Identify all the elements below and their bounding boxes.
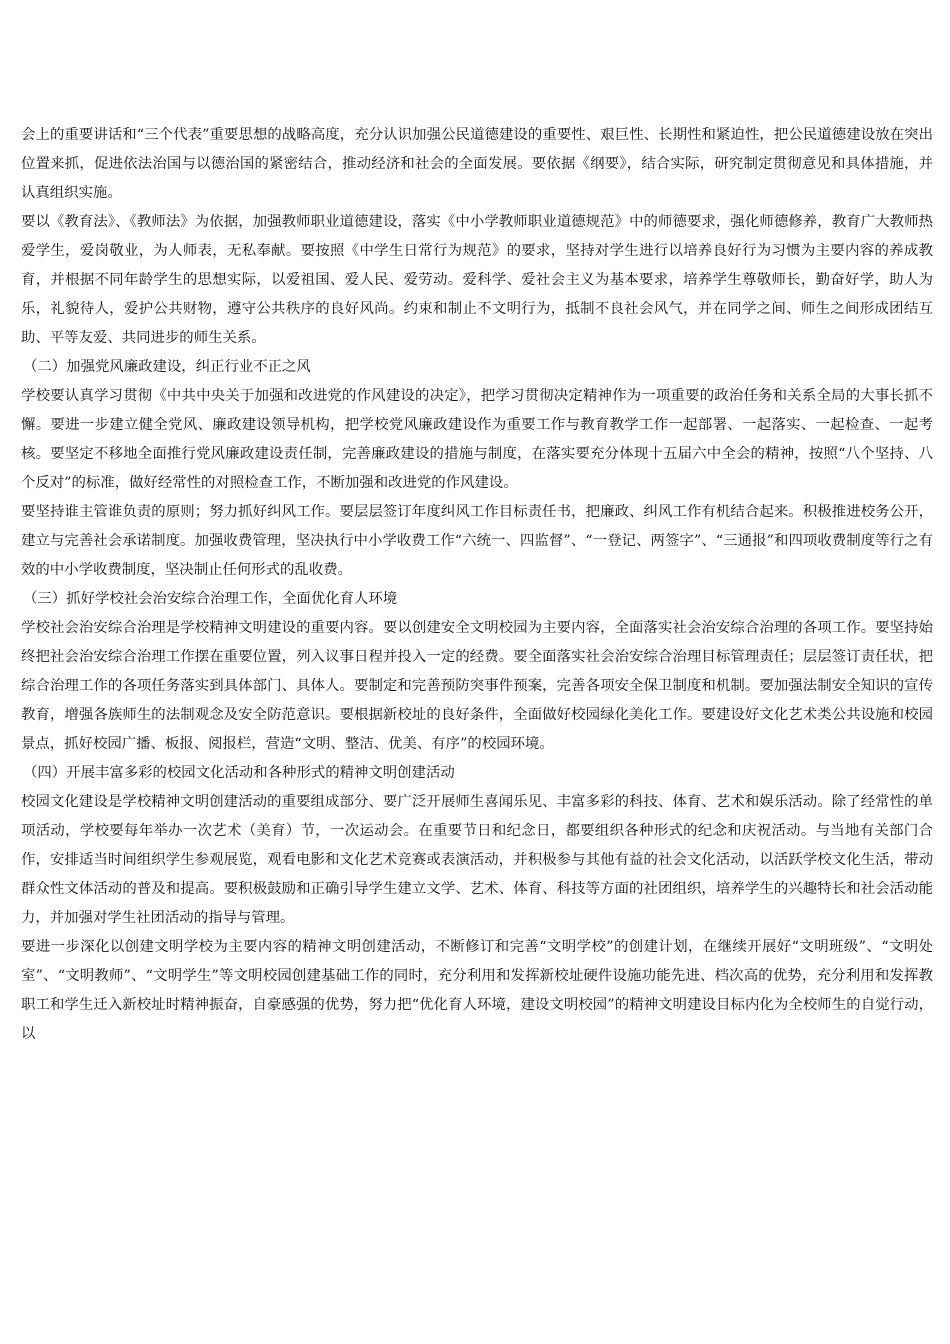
paragraph-civilized-school: 要进一步深化以创建文明学校为主要内容的精神文明创建活动，不断修订和完善“文明学校”的创建计划，在继续开展好“文明班级”、“文明处室”、“文明教师”、“文明学生”等文明校园创建基础工作的同时，充分利用和发挥新校址硬件设施功能先进、档次高的优势，充分利用和发挥教职工和学生迁入新校址时精神振奋，自豪感强的优势，努力把“优化育人环境，建设文明校园”的精神文明建设目标内化为全校师生的自觉行动，以 [21, 939, 933, 1042]
document-body [21, 121, 933, 1049]
section-heading-4: （四）开展丰富多彩的校园文化活动和各种形式的精神文明创建活动 [23, 765, 455, 781]
paragraph-teacher-ethics: 要以《教育法》、《教师法》为依据，加强教师职业道德建设，落实《中小学教师职业道德规范》中的师德要求，强化师德修养，教育广大教师热爱学生，爱岗敬业，为人师表，无私奉献。要按照《中学生日常行为规范》的要求，坚持对学生进行以培养良好行为习惯为主要内容的养成教育，并根据不同年龄学生的思想实际，以爱祖国、爱人民、爱劳动。爱科学、爱社会主义为基本要求，培养学生尊敬师长，勤奋好学，助人为乐，礼貌待人，爱护公共财物，遵守公共秩序的良好风尚。约束和制止不文明行为，抵制不良社会风气，并在同学之间、师生之间形成团结互助、平等友爱、共同进步的师生关系。 [21, 214, 933, 346]
section-heading-2: （二）加强党风廉政建设，纠正行业不正之风 [23, 359, 311, 375]
paragraph-moral-construction: 会上的重要讲话和“三个代表”重要思想的战略高度，充分认识加强公民道德建设的重要性、艰巨性、长期性和紧迫性，把公民道德建设放在突出位置来抓，促进依法治国与以德治国的紧密结合，推动经济和社会的全面发展。要依据《纲要》，结合实际，研究制定贯彻意见和具体措施，并认真组织实施。 [21, 127, 933, 201]
paragraph-party-conduct: 学校要认真学习贯彻《中共中央关于加强和改进党的作风建设的决定》，把学习贯彻决定精神作为一项重要的政治任务和关系全局的大事长抓不懈。要进一步建立健全党风、廉政建设领导机构，把学校党风廉政建设作为重要工作与教育教学工作一起部署、一起落实、一起检查、一起考核。要坚定不移地全面推行党风廉政建设责任制，完善廉政建设的措施与制度，在落实要充分体现十五届六中全会的精神，按照“八个坚持、八个反对”的标准，做好经常性的对照检查工作，不断加强和改进党的作风建设。 [21, 388, 933, 491]
paragraph-fee-management: 要坚持谁主管谁负责的原则；努力抓好纠风工作。要层层签订年度纠风工作目标责任书，把廉政、纠风工作有机结合起来。积极推进校务公开，建立与完善社会承诺制度。加强收费管理，坚决执行中小学收费工作“六统一、四监督”、“一登记、两签字”、“三通报”和四项收费制度等行之有效的中小学收费制度，坚决制止任何形式的乱收费。 [21, 504, 933, 578]
section-heading-3: （三）抓好学校社会治安综合治理工作，全面优化育人环境 [23, 591, 398, 607]
paragraph-campus-culture: 校园文化建设是学校精神文明创建活动的重要组成部分、要广泛开展师生喜闻乐见、丰富多彩的科技、体育、艺术和娱乐活动。除了经常性的单项活动，学校要每年举办一次艺术（美育）节，一次运动会。在重要节日和纪念日，都要组织各种形式的纪念和庆祝活动。与当地有关部门合作，安排适当时间组织学生参观展览，观看电影和文化艺术竞赛或表演活动，并积极参与其他有益的社会文化活动，以活跃学校文化生活，带动群众性文体活动的普及和提高。要积极鼓励和正确引导学生建立文学、艺术、体育、科技等方面的社团组织，培养学生的兴趣特长和社会活动能力，并加强对学生社团活动的指导与管理。 [21, 794, 933, 926]
paragraph-campus-safety: 学校社会治安综合治理是学校精神文明建设的重要内容。要以创建安全文明校园为主要内容，全面落实社会治安综合治理的各项工作。要坚持始终把社会治安综合治理工作摆在重要位置，列入议事日程并投入一定的经费。要全面落实社会治安综合治理目标管理责任；层层签订责任状，把综合治理工作的各项任务落实到具体部门、具体人。要制定和完善预防突事件预案，完善各项安全保卫制度和机制。要加强法制安全知识的宣传教育，增强各族师生的法制观念及安全防范意识。要根据新校址的良好条件，全面做好校园绿化美化工作。要建设好文化艺术类公共设施和校园景点，抓好校园广播、板报、阅报栏，营造“文明、整洁、优美、有序”的校园环境。 [21, 620, 933, 752]
